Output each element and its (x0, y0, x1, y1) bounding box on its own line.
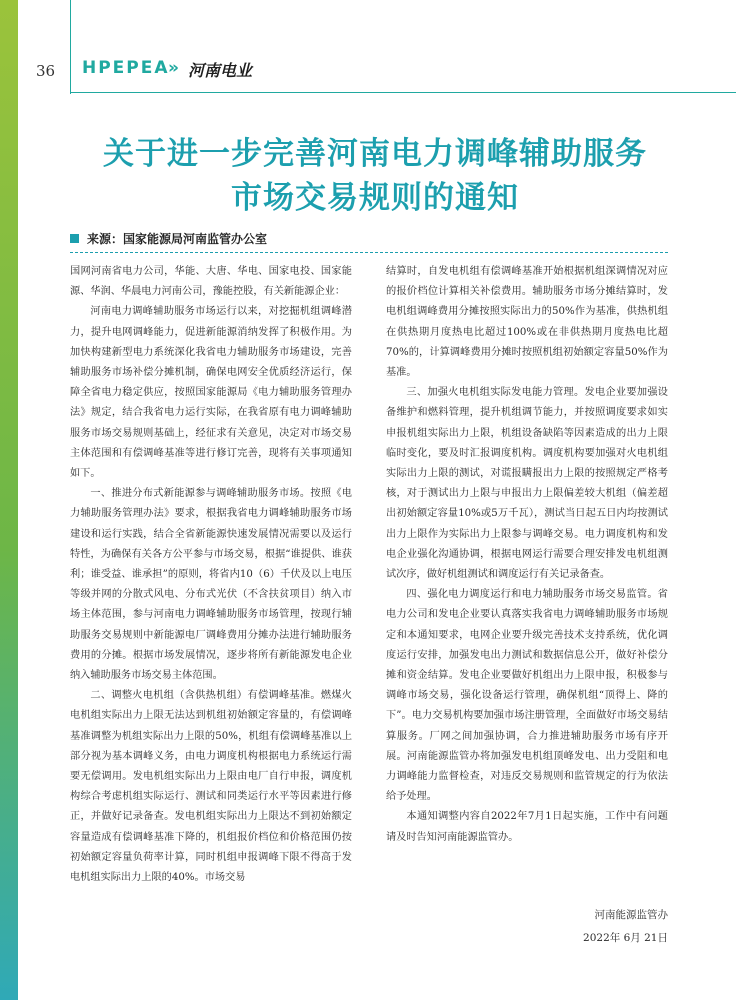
title-line-1: 关于进一步完善河南电力调峰辅助服务 (103, 136, 647, 172)
paragraph: 本通知调整内容自2022年7月1日起实施，工作中有问题请及时告知河南能源监管办。 (386, 811, 668, 843)
paragraph: 二、调整火电机组（含供热机组）有偿调峰基准。燃煤火电机组实际出力上限无法达到机组初始额定容量的，有偿调峰基准调整为机组实际出力上限的50%，机组有偿调峰基准以上部分视为基本调峰义务，由电力调度机构根据电力系统运行需要无偿调用。发电机组实际出力上限由电厂自行申报，调度机构综合考虑机组实际运行、测试和同类运行水平等因素进行修正，并做好记录备查。发电机组实际出力上限达不到初始额定容量造成有偿调峰基准下降的，机组报价档位和价格范围仍按初始额定容量负荷率计算，同时机组申报调峰下限不得高于发电机组实际出力上限的40%。市场交易 (70, 690, 352, 884)
title-line-2: 市场交易规则的通知 (231, 180, 519, 216)
paragraph: 一、推进分布式新能源参与调峰辅助服务市场。按照《电力辅助服务管理办法》要求，根据我省电力调峰辅助服务市场建设和运行实践，结合全省新能源快速发展情况需要以及运行特性，为确保有关各方公平参与市场交易，根据“谁提供、谁获利；谁受益、谁承担”的原则，将省内10（6）千伏及以上电压等级并网的分散式风电、分布式光伏（不含扶贫项目）纳入市场主体范围，参与河南电力调峰辅助服务市场管理，按现行辅助服务交易规则中新能源电厂调峰费用分摊办法进行辅助服务费用的分摊。根据市场发展情况，逐步将所有新能源发电企业纳入辅助服务市场交易主体范围。 (70, 488, 352, 682)
brand-logo: HPEPEA (82, 58, 170, 78)
paragraph: 四、强化电力调度运行和电力辅助服务市场交易监管。省电力公司和发电企业要认真落实我省电力调峰辅助服务市场规定和本通知要求，电网企业要升级完善技术支持系统，优化调度运行安排，加强发电出力测试和数据信息公开，做好补偿分摊和资金结算。发电企业要做好机组出力上限申报，积极参与调峰市场交易，强化设备运行管理，确保机组“顶得上、降的下”。电力交易机构要加强市场注册管理，全面做好市场交易结算服务。厂网之间加强协调，合力推进辅助服务市场有序开展。河南能源监管办将加强发电机组顶峰发电、出力受阻和电力调峰能力监督检查，对违反交易规则和监管规定的行为依法给予处理。 (386, 589, 668, 803)
double-chevron-icon: » (168, 58, 179, 78)
paragraph: 三、加强火电机组实际发电能力管理。发电企业要加强设备维护和燃料管理，提升机组调节能力，并按照调度要求如实申报机组实际出力上限，机组设备缺陷等因素造成的出力上限临时变化，要及时汇报调度机构。调度机构要加强对火电机组实际出力上限的测试，对谎报瞒报出力上限的按照规定严格考核，对于测试出力上限与申报出力上限偏差较大机组（偏差超出初始额定容量10%或5万千瓦），测试当日起五日内均按测试出力上限作为实际出力上限参与调峰交易。电力调度机构和发电企业强化沟通协调，根据电网运行需要合理安排发电机组测试次序，做好机组测试和调度运行有关记录备查。 (386, 387, 668, 581)
header-vertical-rule (70, 0, 71, 94)
paragraph: 河南电力调峰辅助服务市场运行以来，对挖掘机组调峰潜力，提升电网调峰能力，促进新能源消纳发挥了积极作用。为加快构建新型电力系统深化我省电力辅助服务市场建设，完善辅助服务市场补偿分摊机制，确保电网安全优质经济运行，保障全省电力稳定供应，按照国家能源局《电力辅助服务管理办法》规定，结合我省电力运行实际，在我省原有电力调峰辅助服务市场交易规则基础上，经征求有关意见，决定对市场交易主体范围和有偿调峰基准等进行修订完善，现将有关事项通知如下。 (70, 306, 352, 480)
header-rule (70, 92, 736, 93)
decorative-side-bar (0, 0, 18, 1000)
article-title (70, 132, 680, 220)
signature-org: 河南能源监管办 (594, 909, 668, 921)
signature-date: 2022年 6月 21日 (583, 932, 668, 944)
paragraph: 国网河南省电力公司，华能、大唐、华电、国家电投、国家能源、华润、华晨电力河南公司，豫能控股，有关新能源企业： (70, 266, 352, 298)
source-text: 来源：国家能源局河南监管办公室 (87, 232, 268, 246)
left-column (70, 262, 352, 888)
journal-name: 河南电业 (188, 61, 253, 80)
page-number: 36 (36, 62, 56, 80)
article-source (70, 230, 668, 250)
right-column (386, 262, 668, 848)
source-dashed-divider (70, 252, 668, 253)
paragraph: 结算时，自发电机组有偿调峰基准开始根据机组深调情况对应的报价档位计算相关补偿费用。辅助服务市场分摊结算时，发电机组调峰费用分摊按照实际出力的50%作为基准，供热机组在供热期月度热电比超过100%或在非供热期月度热电比超70%的，计算调峰费用分摊时按照机组初始额定容量50%作为基准。 (386, 266, 668, 379)
square-bullet-icon (70, 234, 79, 243)
